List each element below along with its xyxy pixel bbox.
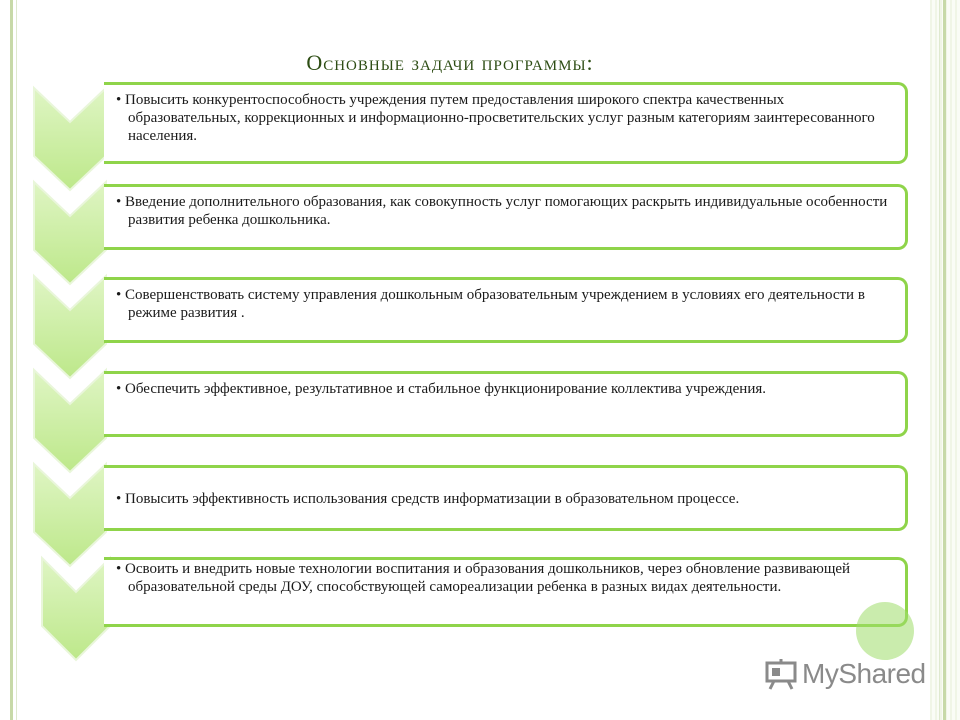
task-box-5 xyxy=(104,465,908,531)
chevron-5 xyxy=(34,464,106,566)
slide-title: Основные задачи программы: xyxy=(306,50,594,75)
chevron-4 xyxy=(34,370,106,472)
frame-line-left xyxy=(10,0,13,720)
chevron-2 xyxy=(34,182,106,284)
chevron-3 xyxy=(34,276,106,378)
task-box-4 xyxy=(104,371,908,437)
task-box-6 xyxy=(104,557,908,627)
task-text-3: • Совершенствовать систему управления дошкольным образовательным учреждением в условиях его деятельности в режиме развития . xyxy=(116,286,895,322)
watermark-logo xyxy=(764,652,934,696)
frame-line-left-inner xyxy=(16,0,17,720)
task-text-5: • Повысить эффективность использования средств информатизации в образовательном процессе. xyxy=(116,490,895,508)
frame-line-right xyxy=(943,0,946,720)
task-box-3 xyxy=(104,277,908,343)
chevron-6 xyxy=(42,558,110,660)
task-text-1: • Повысить конкурентоспособность учреждения путем предоставления широкого спектра качественных образовательных, коррекционных и информационно-просветительских услуг разным категориям заинтересованного населения. xyxy=(116,91,895,145)
task-box-2 xyxy=(104,184,908,250)
task-text-6: • Освоить и внедрить новые технологии воспитания и образования дошкольников, через обновление развивающей образовательной среды ДОУ, способствующей самореализации ребенка в разных видах деятельности. xyxy=(116,560,895,596)
chevron-1 xyxy=(34,88,106,190)
task-text-2: • Введение дополнительного образования, как совокупность услуг помогающих раскрыть индивидуальные особенности развития ребенка дошкольника. xyxy=(116,193,895,229)
frame-line-right-inner xyxy=(939,0,940,720)
presentation-board-icon xyxy=(764,657,798,691)
task-box-1 xyxy=(104,82,908,164)
task-text-4: • Обеспечить эффективное, результативное и стабильное функционирование коллектива учреждения. xyxy=(116,380,895,398)
watermark-text: MyShared xyxy=(802,658,926,689)
